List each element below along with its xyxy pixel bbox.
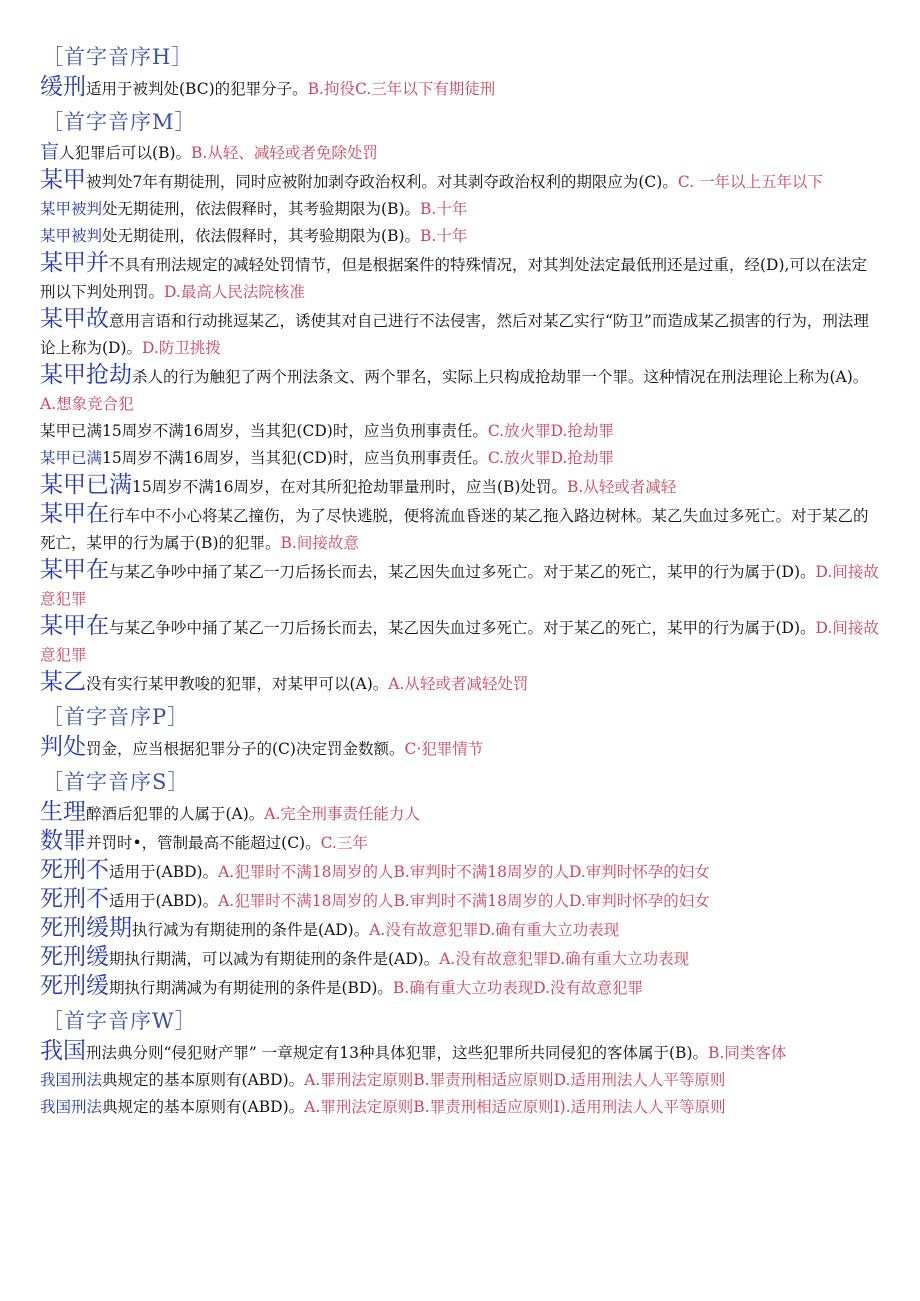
question-entry bbox=[40, 196, 880, 223]
entry-keyword: 我国刑法 bbox=[40, 1098, 103, 1116]
entry-answer: C·犯罪情节 bbox=[404, 740, 484, 758]
entry-question: 典规定的基本原则有(ABD)。 bbox=[102, 1071, 305, 1089]
entry-answer: B.拘役C.三年以下有期徒刑 bbox=[307, 80, 496, 98]
entry-keyword: 死刑缓期 bbox=[40, 915, 132, 941]
entry-answer: C. 一年以上五年以下 bbox=[677, 173, 823, 191]
entry-keyword: 数罪 bbox=[40, 828, 86, 854]
entry-answer: B.十年 bbox=[420, 200, 468, 218]
entry-question: 与某乙争吵中捅了某乙一刀后扬长而去，某乙因失血过多死亡。对于某乙的死亡，某甲的行为属于(D)。 bbox=[109, 563, 816, 581]
entry-question: 意用言语和行动挑逗某乙，诱使其对自己进行不法侵害，然后对某乙实行“防卫”而造成某乙损害的行为，刑法理论上称为(D)。 bbox=[40, 312, 869, 357]
entry-question: 适用于(ABD)。 bbox=[109, 863, 219, 881]
entry-question: 适用于(ABD)。 bbox=[109, 892, 219, 910]
question-entry bbox=[40, 250, 880, 306]
entry-keyword: 某甲并 bbox=[40, 250, 109, 276]
question-entry bbox=[40, 445, 880, 472]
question-entry bbox=[40, 669, 880, 698]
entry-keyword: 死刑不 bbox=[40, 857, 109, 883]
entry-answer: A.没有故意犯罪D.确有重大立功表现 bbox=[369, 921, 620, 939]
entry-answer: D.防卫挑拨 bbox=[142, 339, 221, 357]
entry-answer: C.放火罪D.抢劫罪 bbox=[487, 422, 614, 440]
entry-answer: D.间接故意犯罪 bbox=[40, 563, 879, 608]
entry-keyword: 盲 bbox=[40, 141, 60, 163]
entry-question: 处无期徒刑，依法假释时，其考验期限为(B)。 bbox=[102, 227, 421, 245]
entry-keyword: 某甲已满 bbox=[40, 449, 103, 467]
entry-answer: A.罪刑法定原则B.罪责刑相适应原则D.适用刑法人人平等原则 bbox=[304, 1071, 726, 1089]
entry-answer: A.完全刑事责任能力人 bbox=[264, 805, 420, 823]
entry-keyword: 某甲已满 bbox=[40, 472, 132, 498]
entry-question: 行车中不小心将某乙撞伤，为了尽快逃脱，便将流血昏迷的某乙拖入路边树林。某乙失血过多死亡。对于某乙的死亡，某甲的行为属于(B)的犯罪。 bbox=[40, 507, 869, 552]
question-entry bbox=[40, 613, 880, 669]
entry-question: 杀人的行为触犯了两个刑法条文、两个罪名，实际上只构成抢劫罪一个罪。这种情况在刑法理论上称为(A)。 bbox=[132, 368, 869, 386]
question-entry bbox=[40, 557, 880, 613]
section-heading: ［首字音序W］ bbox=[42, 1009, 197, 1033]
question-entry bbox=[40, 734, 880, 763]
question-entry bbox=[40, 1094, 880, 1121]
entry-question: 人犯罪后可以(B)。 bbox=[59, 144, 192, 162]
question-entry bbox=[40, 167, 880, 196]
entry-question: 被判处7年有期徒刑，同时应被附加剥夺政治权利。对其剥夺政治权利的期限应为(C)。 bbox=[86, 173, 678, 191]
entry-keyword: 死刑缓 bbox=[40, 973, 109, 999]
entry-answer: D.最高人民法院核准 bbox=[164, 283, 305, 301]
entry-answer: B.间接故意 bbox=[280, 534, 359, 552]
entry-keyword: 某甲故 bbox=[40, 306, 109, 332]
entry-question: 罚金，应当根据犯罪分子的(C)决定罚金数额。 bbox=[86, 740, 405, 758]
question-entry bbox=[40, 306, 880, 362]
entry-question: 并罚时•，管制最高不能超过(C)。 bbox=[86, 834, 321, 852]
section-heading: ［首字音序S］ bbox=[42, 770, 190, 794]
entry-keyword: 我国刑法 bbox=[40, 1071, 103, 1089]
entry-answer: D.间接故意犯罪 bbox=[40, 619, 879, 664]
question-entry bbox=[40, 799, 880, 828]
entry-keyword: 死刑不 bbox=[40, 886, 109, 912]
question-entry bbox=[40, 139, 880, 167]
entry-question: 某甲已满15周岁不满16周岁，当其犯(CD)时，应当负刑事责任。 bbox=[40, 422, 488, 440]
entry-question: 不具有刑法规定的减轻处罚情节，但是根据案件的特殊情况，对其判处法定最低刑还是过重，经(D),可以在法定刑以下判处刑罚。 bbox=[40, 256, 867, 301]
entry-answer: C.放火罪D.抢劫罪 bbox=[487, 449, 614, 467]
entry-answer: C.三年 bbox=[320, 834, 368, 852]
question-entry bbox=[40, 418, 880, 445]
entry-answer: B.确有重大立功表现D.没有故意犯罪 bbox=[392, 979, 644, 997]
question-entry bbox=[40, 472, 880, 501]
entry-answer: A.没有故意犯罪D.确有重大立功表现 bbox=[439, 950, 690, 968]
entry-answer: A.从轻或者减轻处罚 bbox=[388, 675, 529, 693]
entry-question: 典规定的基本原则有(ABD)。 bbox=[102, 1098, 305, 1116]
question-entry bbox=[40, 915, 880, 944]
entry-answer: A.犯罪时不满18周岁的人B.审判时不满18周岁的人D.审判时怀孕的妇女 bbox=[218, 892, 710, 910]
question-entry bbox=[40, 1038, 880, 1067]
entry-answer: B.同类客体 bbox=[708, 1044, 787, 1062]
entry-question: 刑法典分则“侵犯财产罪” 一章规定有13种具体犯罪，这些犯罪所共同侵犯的客体属于(B)。 bbox=[86, 1044, 708, 1062]
entry-question: 与某乙争吵中捅了某乙一刀后扬长而去，某乙因失血过多死亡。对于某乙的死亡，某甲的行为属于(D)。 bbox=[109, 619, 816, 637]
entry-keyword: 生理 bbox=[40, 799, 86, 825]
entry-question: 处无期徒刑，依法假释时，其考验期限为(B)。 bbox=[102, 200, 421, 218]
entry-keyword: 我国 bbox=[40, 1038, 86, 1064]
question-entry bbox=[40, 944, 880, 973]
entry-question: 期执行期满减为有期徒刑的条件是(BD)。 bbox=[109, 979, 393, 997]
entry-answer: B.十年 bbox=[420, 227, 468, 245]
entry-keyword: 某甲 bbox=[40, 167, 86, 193]
section-heading: ［首字音序P］ bbox=[42, 705, 190, 729]
entry-answer: B.从轻或者减轻 bbox=[566, 478, 677, 496]
entry-answer: A.犯罪时不满18周岁的人B.审判时不满18周岁的人D.审判时怀孕的妇女 bbox=[218, 863, 710, 881]
entry-question: 适用于被判处(BC)的犯罪分子。 bbox=[86, 80, 308, 98]
section-heading: ［首字音序H］ bbox=[42, 45, 194, 69]
entry-question: 期执行期满，可以减为有期徒刑的条件是(AD)。 bbox=[109, 950, 440, 968]
entry-answer: A.罪刑法定原则B.罪责刑相适应原则I).适用刑法人人平等原则 bbox=[304, 1098, 726, 1116]
question-entry bbox=[40, 973, 880, 1002]
entry-keyword: 某乙 bbox=[40, 669, 86, 695]
entry-question: 执行减为有期徒刑的条件是(AD)。 bbox=[132, 921, 370, 939]
question-entry bbox=[40, 1067, 880, 1094]
entry-keyword: 某甲抢劫 bbox=[40, 362, 132, 388]
entry-question: 醉酒后犯罪的人属于(A)。 bbox=[86, 805, 265, 823]
entry-keyword: 死刑缓 bbox=[40, 944, 109, 970]
question-entry bbox=[40, 223, 880, 250]
entry-keyword: 某甲在 bbox=[40, 613, 109, 639]
question-entry bbox=[40, 501, 880, 557]
question-entry bbox=[40, 857, 880, 886]
entry-keyword: 判处 bbox=[40, 734, 86, 760]
section-heading: ［首字音序M］ bbox=[42, 110, 197, 134]
entry-keyword: 某甲在 bbox=[40, 501, 109, 527]
entry-question: 没有实行某甲教唆的犯罪，对某甲可以(A)。 bbox=[86, 675, 389, 693]
entry-question: 15周岁不满16周岁，在对其所犯抢劫罪量刑时，应当(B)处罚。 bbox=[132, 478, 567, 496]
entry-keyword: 某甲被判 bbox=[40, 200, 103, 218]
entry-keyword: 某甲在 bbox=[40, 557, 109, 583]
question-entry bbox=[40, 362, 880, 418]
document-body bbox=[40, 38, 880, 1121]
question-entry bbox=[40, 74, 880, 103]
entry-question: 15周岁不满16周岁，当其犯(CD)时，应当负刑事责任。 bbox=[102, 449, 488, 467]
entry-answer: A.想象竞合犯 bbox=[40, 395, 134, 413]
entry-keyword: 缓刑 bbox=[40, 74, 86, 100]
entry-keyword: 某甲被判 bbox=[40, 227, 103, 245]
entry-answer: B.从轻、减轻或者免除处罚 bbox=[191, 144, 378, 162]
question-entry bbox=[40, 828, 880, 857]
question-entry bbox=[40, 886, 880, 915]
